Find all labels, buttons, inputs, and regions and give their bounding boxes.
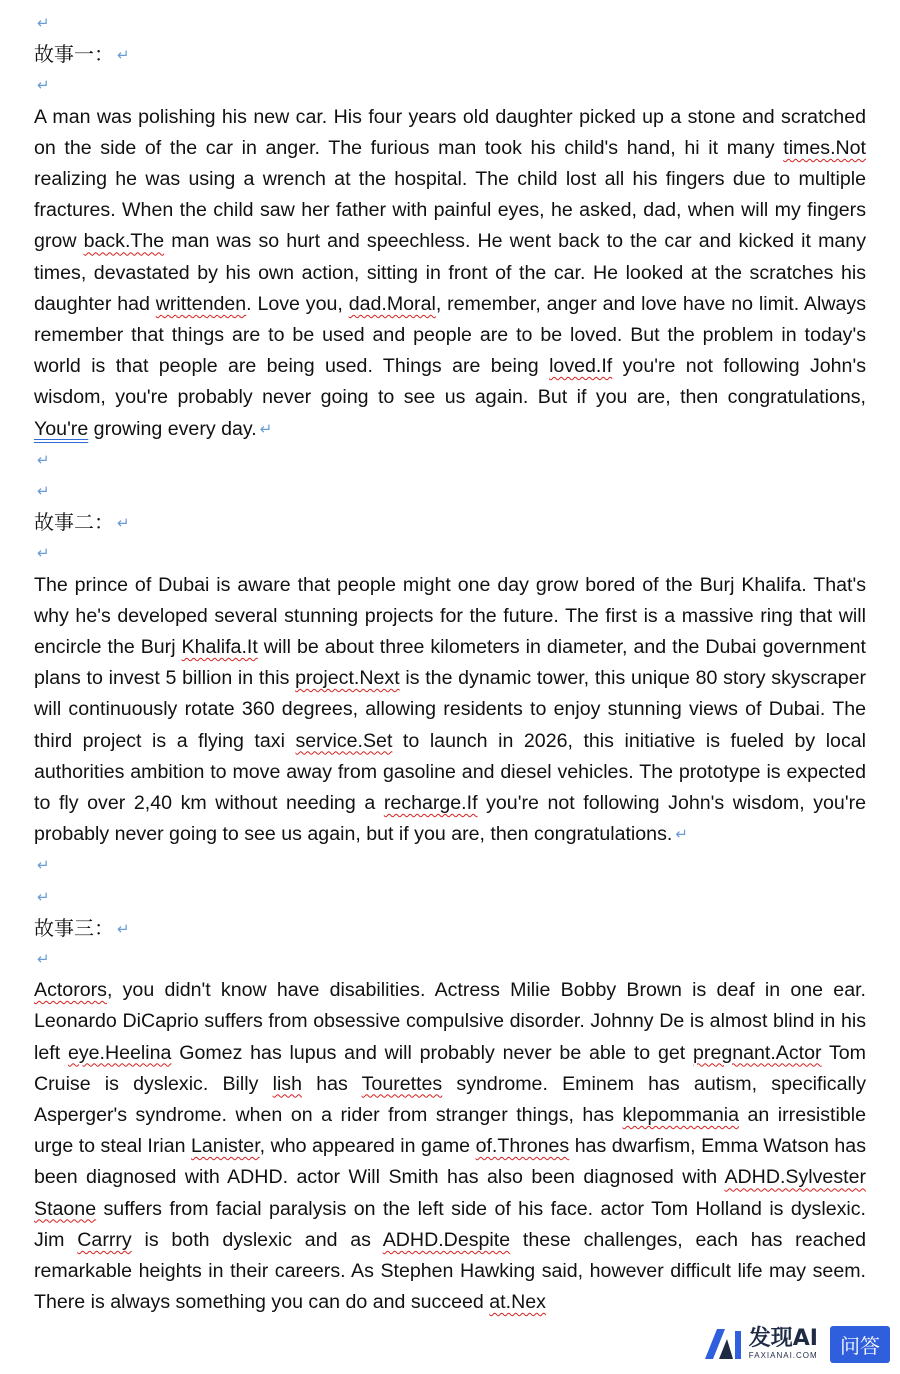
story3-text: , who appeared in game [259, 1135, 476, 1158]
story3-heading[interactable] [34, 913, 866, 944]
story1-text: growing every day. [88, 417, 257, 440]
spelling-error[interactable]: at.Nex [489, 1291, 546, 1314]
story3-text: Tom Cruise is dyslexic. Billy [34, 1041, 866, 1095]
watermark [703, 1322, 890, 1366]
spelling-error[interactable]: pregnant.Actor [693, 1041, 822, 1064]
story3-text: suffers from facial paralysis on the left side of his face. actor Tom Holland is dyslexic. Jim [34, 1197, 866, 1251]
paragraph-mark-icon: ↵ [117, 919, 130, 938]
story3-text: Gomez has lupus and will probably never be able to get [171, 1041, 694, 1064]
faxianai-logo-icon [703, 1327, 743, 1361]
story2-paragraph[interactable] [34, 570, 866, 851]
story1-heading-text: 故事一： [34, 42, 114, 67]
story3-text: has [302, 1072, 362, 1095]
story2-text: you're not following John's wisdom, you're probably never going to see us again, but if you are, then congratulations. [34, 791, 866, 846]
story3-text: is both dyslexic and as [131, 1228, 383, 1251]
story1-paragraph[interactable] [34, 102, 866, 445]
story3-text: has dwarfism, Emma Watson has been diagnosed with ADHD. actor Will Smith has also been diagnosed with [34, 1135, 866, 1189]
story3-text: an irresistible urge to steal Irian [34, 1103, 866, 1158]
story3-text: , you didn't know have disabilities. Actress Milie Bobby Brown is deaf in one ear. Leonardo DiCaprio suffers from obsessive compulsive disorder. Johnny De is almost blind in his left [34, 979, 866, 1064]
document-body [34, 8, 866, 1318]
spelling-error[interactable]: of.Thrones [475, 1135, 570, 1158]
spelling-error[interactable]: back.The [83, 230, 165, 253]
story2-heading-text: 故事二： [34, 510, 114, 535]
spelling-error[interactable]: ADHD.Despite [382, 1228, 511, 1251]
spelling-error[interactable]: Lanister [191, 1135, 260, 1158]
spelling-error[interactable]: Khalifa.It [181, 635, 258, 658]
paragraph-mark-icon: ↵ [37, 77, 50, 95]
story1-heading[interactable] [34, 39, 866, 70]
empty-paragraph[interactable] [34, 538, 866, 569]
paragraph-mark-icon: ↵ [675, 826, 688, 844]
paragraph-mark-icon: ↵ [37, 888, 50, 906]
spelling-error[interactable]: ADHD.Sylvester [724, 1166, 866, 1189]
story3-text: syndrome. Eminem has autism, specifically Asperger's syndrome. when on a rider from stranger things, has [34, 1072, 867, 1126]
spelling-error[interactable]: eye.Heelina [67, 1041, 172, 1064]
empty-paragraph[interactable] [34, 850, 866, 881]
story2-heading[interactable] [34, 507, 866, 538]
story1-text: man was so hurt and speechless. He went back to the car and kicked it many times, devastated by his own action, sitting in front of the car. He looked at the scratches his daughter had [34, 230, 866, 315]
paragraph-mark-icon: ↵ [117, 514, 130, 533]
spelling-error[interactable]: Tourettes [361, 1072, 443, 1095]
paragraph-mark-icon: ↵ [37, 950, 50, 968]
watermark-subtitle: FAXIANAI.COM [748, 1351, 818, 1360]
story1-text: realizing he was using a wrench at the hospital. The child lost all his fingers due to multiple fractures. When the child saw her father with painful eyes, he asked, dad, when will my fingers grow [34, 167, 866, 253]
empty-paragraph[interactable] [34, 944, 866, 975]
paragraph-mark-icon: ↵ [259, 420, 273, 438]
spelling-error[interactable]: service.Set [295, 729, 393, 752]
paragraph-mark-icon: ↵ [37, 857, 50, 875]
story2-text: is the dynamic tower, this unique 80 story skyscraper will continuously rotate 360 degrees, allowing residents to enjoy stunning views of Dubai. The third project is a flying taxi [34, 667, 866, 752]
spelling-error[interactable]: times.Not [783, 136, 866, 159]
spelling-error[interactable]: writtenden [155, 292, 247, 315]
spelling-error[interactable]: klepommania [622, 1103, 740, 1126]
story1-text: . Love you, [246, 292, 349, 315]
spelling-error[interactable]: lish [272, 1072, 302, 1095]
story3-heading-text: 故事三： [34, 915, 114, 940]
spelling-error[interactable]: loved.If [549, 355, 613, 378]
story3-text: these challenges, each has reached remarkable heights in their careers. As Stephen Hawking said, however difficult life may seem. There is always something you can do and succeed [34, 1228, 866, 1314]
spelling-error[interactable]: Carrry [77, 1228, 132, 1251]
story1-text: , remember, anger and love have no limit. Always remember that things are to be used and people are to be loved. But the problem in today's world is that people are being used. Things are being [34, 292, 866, 378]
story3-paragraph[interactable] [34, 975, 866, 1318]
spelling-error[interactable]: recharge.If [383, 791, 478, 814]
story2-text: will be about three kilometers in diameter, and the Dubai government plans to invest 5 billion in this [34, 635, 866, 690]
story2-text: to launch in 2026, this initiative is fueled by local authorities ambition to move away from gasoline and diesel vehicles. The prototype is expected to fly over 2,40 km without needing a [34, 729, 866, 814]
watermark-text [749, 1328, 818, 1360]
spelling-error[interactable]: project.Next [295, 667, 400, 690]
paragraph-mark-icon: ↵ [37, 451, 50, 469]
empty-paragraph[interactable] [34, 476, 866, 507]
story1-text: you're not following John's wisdom, you're probably never going to see us again. But if you are, then congratulations, [34, 355, 866, 409]
qa-button[interactable]: 问答 [830, 1326, 890, 1363]
empty-paragraph[interactable] [34, 445, 866, 476]
empty-paragraph[interactable] [34, 882, 866, 913]
paragraph-mark-icon: ↵ [37, 545, 50, 563]
story2-text: The prince of Dubai is aware that people might one day grow bored of the Burj Khalifa. That's why he's developed several stunning projects for the future. The first is a massive ring that will encircle the Burj [34, 573, 866, 658]
grammar-suggestion[interactable]: You're [34, 417, 89, 440]
spelling-error[interactable]: Staone [34, 1197, 97, 1220]
spelling-error[interactable]: Actorors [34, 979, 107, 1002]
paragraph-mark-icon: ↵ [37, 15, 50, 32]
paragraph-mark-icon: ↵ [117, 46, 130, 65]
story1-text: A man was polishing his new car. His four years old daughter picked up a stone and scratched on the side of the car in anger. The furious man took his child's hand, hi it many [34, 105, 866, 159]
watermark-title: 发现AI [748, 1326, 818, 1351]
paragraph-mark-icon: ↵ [37, 482, 50, 500]
spelling-error[interactable]: dad.Moral [348, 292, 436, 315]
empty-paragraph[interactable] [34, 70, 866, 101]
empty-paragraph[interactable] [34, 8, 866, 39]
